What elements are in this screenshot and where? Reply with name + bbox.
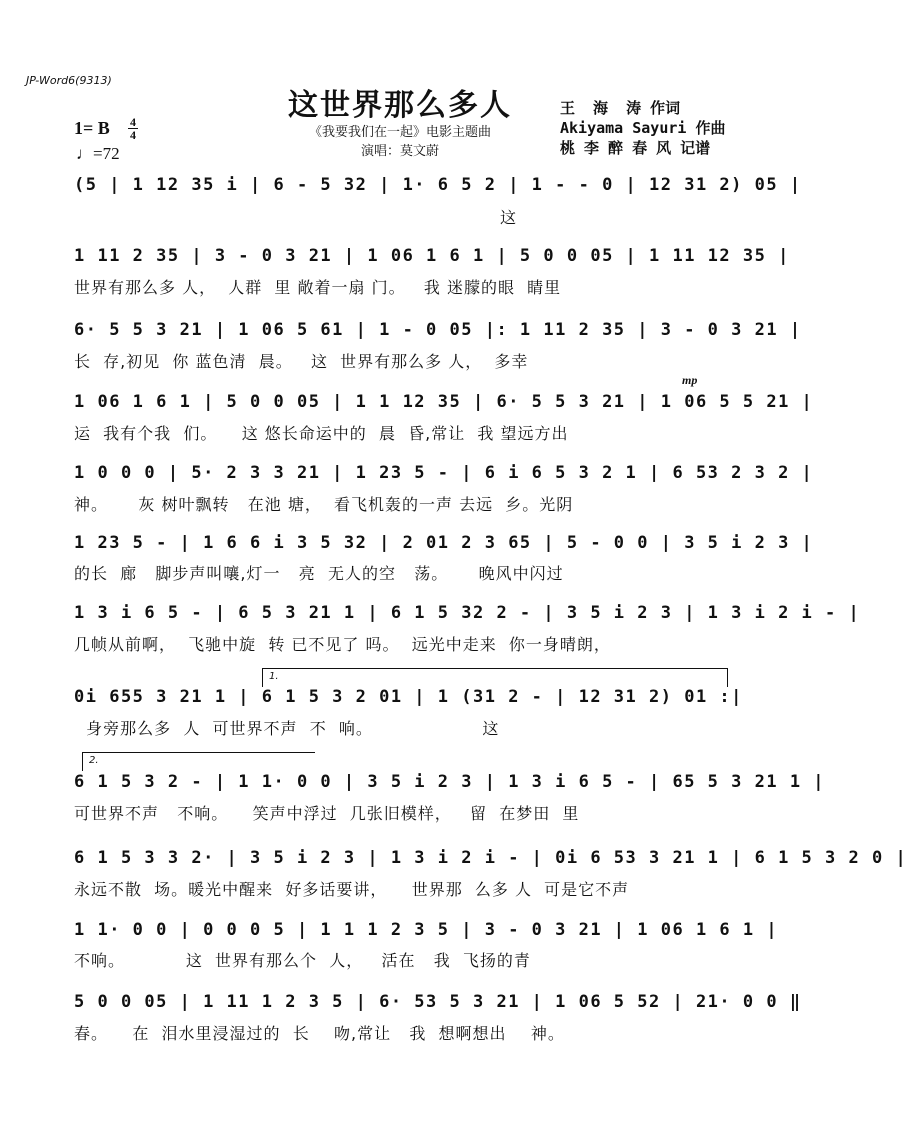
notes-row: 5 0 0 05 | 1 11 1 2 3 5 | 6· 53 5 3 21 | 1 06 5 52 | 21· 0 0 ‖ — [74, 992, 802, 1012]
notes-row: 0i 655 3 21 1 | 6 1 5 3 2 01 | 1 (31 2 - | 12 31 2) 01 :| — [74, 687, 743, 707]
lyrics-row: 可世界不声 不响。 笑声中浮过 几张旧模样， 留 在梦田 里 — [74, 804, 580, 823]
meter-top: 4 — [130, 115, 136, 129]
credits-block — [560, 98, 725, 158]
lyrics-row: 身旁那么多 人 可世界不声 不 响。 这 — [74, 719, 500, 738]
second-ending-bracket: 2. — [82, 752, 315, 771]
transcriber-credit: 桃 李 醉 春 风 记谱 — [560, 139, 711, 157]
lyrics-row: 世界有那么多 人， 人群 里 敞着一扇 门。 我 迷朦的眼 睛里 — [74, 278, 562, 297]
lyrics-row: 这 — [74, 208, 518, 227]
song-title: 这世界那么多人 — [288, 88, 512, 123]
composer-credit: Akiyama Sayuri 作曲 — [560, 119, 726, 137]
notes-row: 6 1 5 3 3 2· | 3 5 i 2 3 | 1 3 i 2 i - | 0i 6 53 3 21 1 | 6 1 5 3 2 0 | — [74, 848, 907, 868]
notes-row: 1 06 1 6 1 | 5 0 0 05 | 1 1 12 35 | 6· 5 5 3 21 | 1 06 5 5 21 | — [74, 392, 814, 412]
tempo-marking: ♩=72 — [76, 144, 120, 163]
lyricist-credit: 王 海 涛 作词 — [560, 99, 681, 117]
notes-row: 1 0 0 0 | 5· 2 3 3 21 | 1 23 5 - | 6 i 6 5 3 2 1 | 6 53 2 3 2 | — [74, 463, 814, 483]
watermark-text: JP-Word6(9313) — [26, 74, 112, 87]
lyrics-row: 春。 在 泪水里浸湿过的 长 吻,常让 我 想啊想出 神。 — [74, 1024, 565, 1043]
lyrics-row: 的长 廊 脚步声叫嚷,灯一 亮 无人的空 荡。 晚风中闪过 — [74, 564, 564, 583]
time-signature — [128, 116, 138, 141]
lyrics-row: 几帧从前啊， 飞驰中旋 转 已不见了 吗。 远光中走来 你一身晴朗， — [74, 635, 611, 654]
singer-credit: 演唱：莫文蔚 — [360, 144, 439, 159]
key-signature: 1= B — [74, 118, 110, 138]
first-ending-bracket: 1. — [262, 668, 728, 687]
notes-row: 1 3 i 6 5 - | 6 5 3 21 1 | 6 1 5 32 2 - | 3 5 i 2 3 | 1 3 i 2 i - | — [74, 603, 861, 623]
notes-row: 6 1 5 3 2 - | 1 1· 0 0 | 3 5 i 2 3 | 1 3 i 6 5 - | 65 5 3 21 1 | — [74, 772, 826, 792]
notes-row: 1 1· 0 0 | 0 0 0 5 | 1 1 1 2 3 5 | 3 - 0 3 21 | 1 06 1 6 1 | — [74, 920, 779, 940]
song-subtitle: 《我要我们在一起》电影主题曲 — [308, 125, 491, 140]
lyrics-row: 永远不散 场。暖光中醒来 好多话要讲， 世界那 么多 人 可是它不声 — [74, 880, 630, 899]
meter-bottom: 4 — [130, 128, 136, 142]
notes-row: (5 | 1 12 35 i | 6 - 5 32 | 1· 6 5 2 | 1 - - 0 | 12 31 2) 05 | — [74, 175, 802, 195]
notes-row: 6· 5 5 3 21 | 1 06 5 61 | 1 - 0 05 |: 1 11 2 35 | 3 - 0 3 21 | — [74, 320, 802, 340]
lyrics-row: 不响。 这 世界有那么个 人， 活在 我 飞扬的青 — [74, 951, 531, 970]
lyrics-row: 运 我有个我 们。 这 悠长命运中的 晨 昏,常让 我 望远方出 — [74, 424, 569, 443]
lyrics-row: 长 存,初见 你 蓝色清 晨。 这 世界有那么多 人， 多幸 — [74, 352, 529, 371]
lyrics-row: 神。 灰 树叶飘转 在池 塘， 看飞机轰的一声 去远 乡。光阴 — [74, 495, 574, 514]
dynamic-marking: mp — [682, 373, 698, 387]
notes-row: 1 23 5 - | 1 6 6 i 3 5 32 | 2 01 2 3 65 | 5 - 0 0 | 3 5 i 2 3 | — [74, 533, 814, 553]
notes-row: 1 11 2 35 | 3 - 0 3 21 | 1 06 1 6 1 | 5 0 0 05 | 1 11 12 35 | — [74, 246, 790, 266]
